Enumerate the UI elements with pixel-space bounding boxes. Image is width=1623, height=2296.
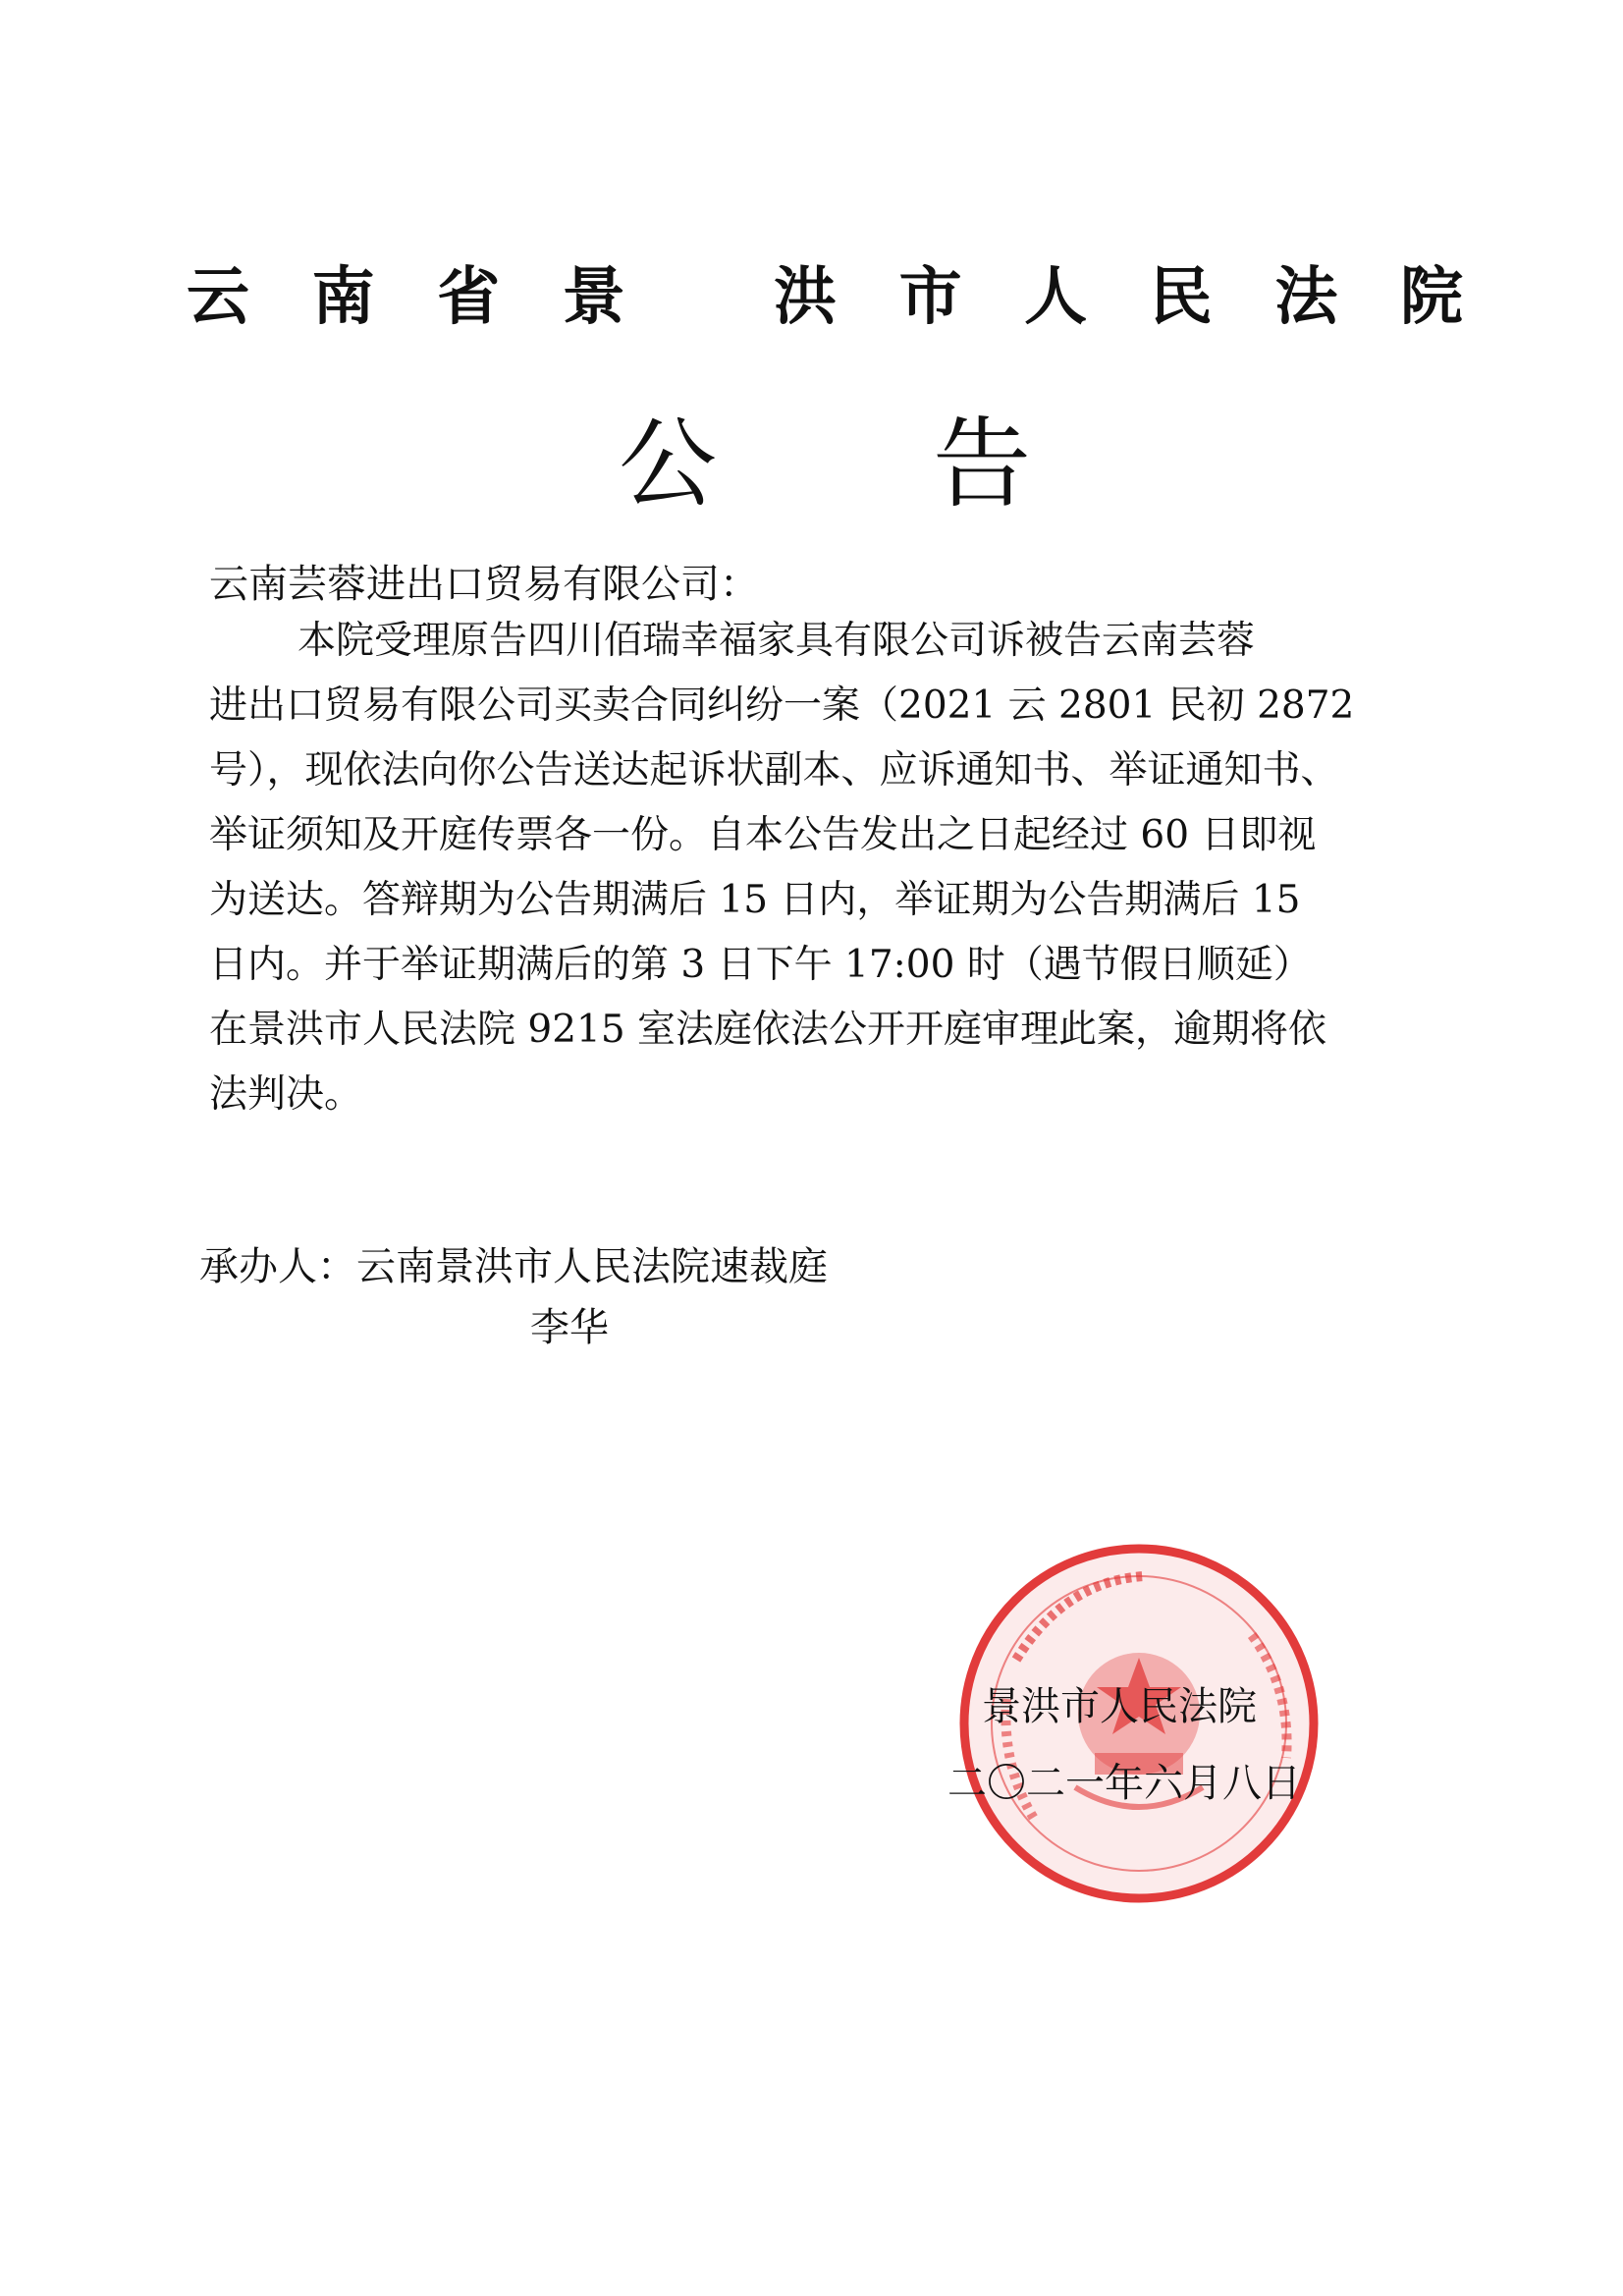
- body-line: 在景洪市人民法院 9215 室法庭依法公开开庭审理此案，逾期将依: [209, 1008, 1327, 1052]
- court-title-char: 省: [437, 260, 501, 334]
- court-title-char: 法: [1274, 260, 1338, 334]
- court-title-char: 院: [1399, 260, 1463, 334]
- handler-name: 李华: [530, 1305, 609, 1350]
- court-title-char: 景: [562, 260, 625, 334]
- court-name-title: [187, 253, 1463, 342]
- court-title-char: 洪: [773, 260, 837, 334]
- body-line: 本院受理原告四川佰瑞幸福家具有限公司诉被告云南芸蓉: [298, 619, 1256, 663]
- handler-line: 承办人：云南景洪市人民法院速裁庭: [199, 1244, 828, 1289]
- court-title-char: 民: [1149, 260, 1213, 334]
- body-line: 举证须知及开庭传票各一份。自本公告发出之日起经过 60 日即视: [209, 813, 1317, 857]
- notice-title-char: 公: [619, 407, 717, 521]
- notice-body: [209, 609, 1436, 1127]
- court-title-char: 南: [311, 260, 375, 334]
- court-title-char: 云: [187, 260, 249, 334]
- issue-date: 二〇二一年六月八日: [947, 1761, 1301, 1806]
- body-line: 进出口贸易有限公司买卖合同纠纷一案（2021 云 2801 民初 2872: [209, 683, 1355, 728]
- addressee: 云南芸蓉进出口贸易有限公司：: [209, 562, 759, 607]
- body-line: 为送达。答辩期为公告期满后 15 日内，举证期为公告期满后 15: [209, 878, 1301, 922]
- body-line: 法判决。: [209, 1072, 363, 1117]
- body-line: 号），现依法向你公告送达起诉状副本、应诉通知书、举证通知书、: [209, 748, 1339, 793]
- notice-title-char: 告: [933, 407, 1031, 521]
- notice-title: [619, 407, 1031, 521]
- court-title-char: 市: [898, 260, 962, 334]
- body-line: 日内。并于举证期满后的第 3 日下午 17:00 时（遇节假日顺延）: [209, 943, 1312, 987]
- court-title-char: 人: [1024, 260, 1088, 334]
- issuer-name: 景洪市人民法院: [982, 1684, 1257, 1729]
